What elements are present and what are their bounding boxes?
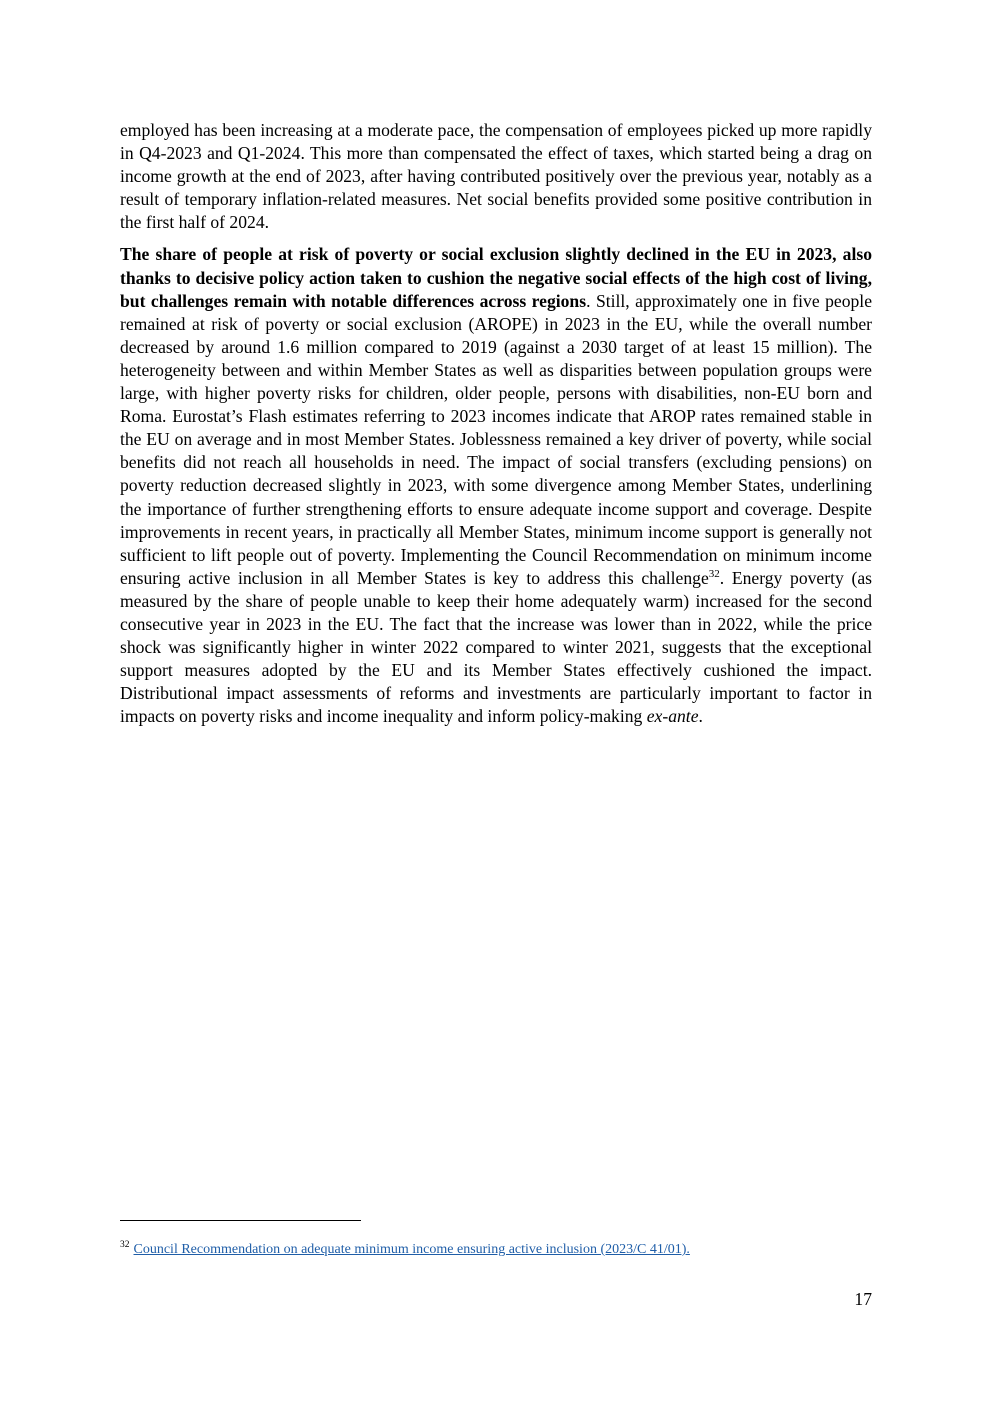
footnote-reference[interactable]: 32 [708,567,720,580]
footnote-number: 32 [120,1240,130,1251]
paragraph-poverty-exclusion [120,243,872,728]
paragraph-lead-bold: The share of people at risk of poverty or social exclusion slightly declined in the EU in 2023, also thanks to decisive policy action taken to cushion the negative social effects of the high cost of living, but challenges remain with notable differences across regions [120,244,872,311]
paragraph-body-part-2: . Energy poverty (as measured by the share of people unable to keep their home adequately warm) increased for the second consecutive year in 2023 in the EU. The fact that the increase was lower than in 2022, while the price shock was significantly higher in winter 2022 compared to winter 2021, suggests that the exceptional support measures adopted by the EU and its Member States effectively cushioned the impact. Distributional impact assessments of reforms and investments are particularly important to factor in impacts on poverty risks and income inequality and inform policy-making [120,567,872,727]
footnote [120,1240,872,1260]
italic-term: ex-ante [646,706,699,727]
page-number: 17 [854,1289,872,1309]
page-body [120,119,872,737]
paragraph-final-period: . [698,706,703,727]
footnote-link[interactable]: Council Recommendation on adequate minimum income ensuring active inclusion (2023/C 41/01). [133,1242,690,1257]
footnote-separator [120,1220,361,1221]
paragraph-lead-end: . [586,290,591,311]
paragraph-income-growth: employed has been increasing at a moderate pace, the compensation of employees picked up more rapidly in Q4-2023 and Q1-2024. This more than compensated the effect of taxes, which started being a drag on income growth at the end of 2023, after having contributed positively over the previous year, notably as a result of temporary inflation-related measures. Net social benefits provided some positive contribution in the first half of 2024. [120,120,872,233]
paragraph-body-part-1: Still, approximately one in five people remained at risk of poverty or social exclusion (AROPE) in 2023 in the EU, while the overall number decreased by around 1.6 million compared to 2019 (against a 2030 target of at least 15 million). The heterogeneity between and within Member States as well as disparities between population groups were large, with higher poverty risks for children, older people, persons with disabilities, non-EU born and Roma. Eurostat’s Flash estimates referring to 2023 incomes indicate that AROP rates remained stable in the EU on average and in most Member States. Joblessness remained a key driver of poverty, while social benefits did not reach all households in need. The impact of social transfers (excluding pensions) on poverty reduction decreased slightly in 2023, with some divergence among Member States, underlining the importance of further strengthening efforts to ensure adequate income support and coverage. Despite improvements in recent years, in practically all Member States, minimum income support is generally not sufficient to lift people out of poverty. Implementing the Council Recommendation on minimum income ensuring active inclusion in all Member States is key to address this challenge [120,290,872,588]
